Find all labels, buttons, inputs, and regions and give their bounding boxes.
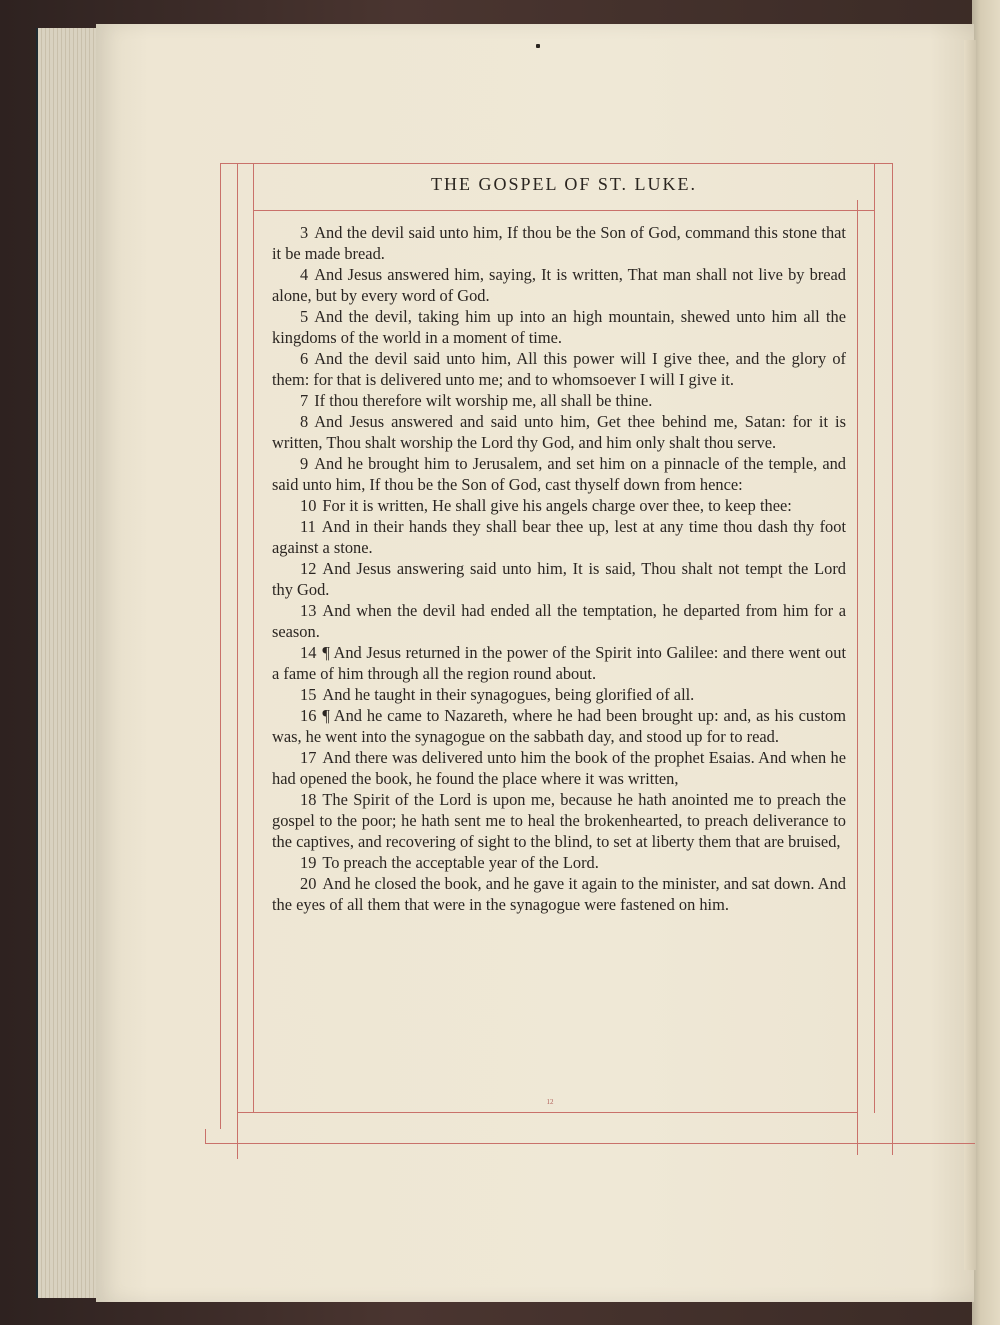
verse: 19 To preach the acceptable year of the Lord. — [300, 853, 599, 872]
verse: 11 And in their hands they shall bear thee up, lest at any time thou dash thy foot against a stone. — [272, 517, 846, 557]
frame-rule-outer-left — [220, 163, 221, 1129]
verse: 7 If thou therefore wilt worship me, all shall be thine. — [300, 391, 653, 410]
verse: 20 And he closed the book, and he gave it again to the minister, and sat down. And the eyes of all them that were in the synagogue were fastened on him. — [272, 874, 846, 914]
page-fold — [964, 40, 976, 1270]
verse: 15 And he taught in their synagogues, being glorified of all. — [300, 685, 695, 704]
verse: 9 And he brought him to Jerusalem, and set him on a pinnacle of the temple, and said unto him, If thou be the Son of God, cast thyself down from hence: — [272, 454, 846, 494]
verse: 6 And the devil said unto him, All this power will I give thee, and the glory of them: for that is delivered unto me; and to whomsoever I will I give it. — [272, 349, 846, 389]
frame-rule-text-left — [253, 163, 254, 1112]
verse: 12 And Jesus answering said unto him, It is said, Thou shalt not tempt the Lord thy God. — [272, 559, 846, 599]
frame-rule-inner-left — [237, 163, 238, 1159]
verse: 16 ¶ And he came to Nazareth, where he had been brought up: and, as his custom was, he went into the synagogue on the sabbath day, and stood up for to read. — [272, 706, 846, 746]
frame-rule-text-bottom — [237, 1112, 858, 1113]
verse: 17 And there was delivered unto him the book of the prophet Esaias. And when he had opened the book, he found the place where it was written, — [272, 748, 846, 788]
frame-rule-outer-right — [892, 163, 893, 1155]
page-number: 12 — [546, 1098, 554, 1106]
book-edge — [972, 0, 1000, 1325]
verse: 3 And the devil said unto him, If thou be the Son of God, command this stone that it be made bread. — [272, 223, 846, 263]
frame-rule-far-left — [205, 1129, 206, 1144]
running-head: THE GOSPEL OF ST. LUKE. — [431, 174, 697, 194]
frame-rule-text-right — [857, 200, 858, 1155]
verse: 18 The Spirit of the Lord is upon me, because he hath anointed me to preach the gospel to the poor; he hath sent me to heal the brokenhearted, to preach deliverance to the captives, and recovering of sight to the blind, to set at liberty them that are bruised, — [272, 790, 846, 851]
frame-rule-bottom-outer — [205, 1143, 975, 1144]
frame-rule-under-head — [253, 210, 874, 211]
frame-rule-outer-top — [220, 163, 893, 164]
verse: 5 And the devil, taking him up into an high mountain, shewed unto him all the kingdoms of the world in a moment of time. — [272, 307, 846, 347]
verse: 10 For it is written, He shall give his angels charge over thee, to keep thee: — [300, 496, 792, 515]
verse: 14 ¶ And Jesus returned in the power of the Spirit into Galilee: and there went out a fame of him through all the region round about. — [272, 643, 846, 683]
verse: 8 And Jesus answered and said unto him, Get thee behind me, Satan: for it is written, Thou shalt worship the Lord thy God, and him only shalt thou serve. — [272, 412, 846, 452]
verse: 4 And Jesus answered him, saying, It is written, That man shall not live by bread alone, but by every word of God. — [272, 265, 846, 305]
verse: 13 And when the devil had ended all the temptation, he departed from him for a season. — [272, 601, 846, 641]
scripture-text — [272, 222, 846, 915]
frame-rule-right-col — [874, 163, 875, 1113]
ink-mark — [536, 44, 540, 48]
